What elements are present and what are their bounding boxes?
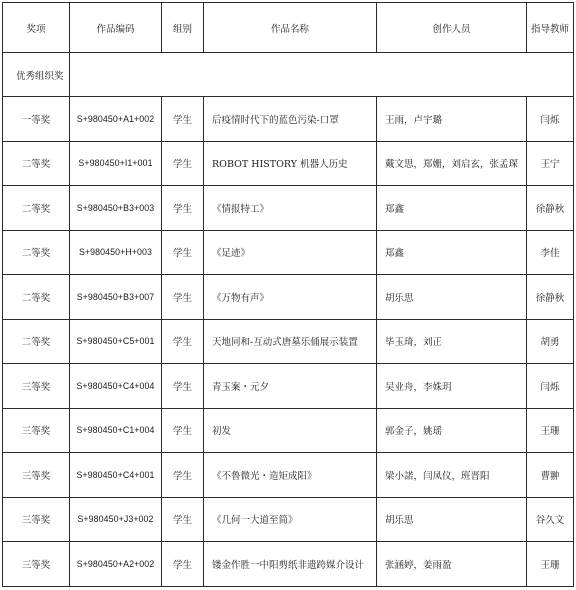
table-row <box>3 97 574 142</box>
advisor-cell: 王珊 <box>527 542 574 587</box>
title-cell: 《不鲁微光・造矩成阳》 <box>204 453 377 498</box>
creators-cell: 郑鑫 <box>377 230 527 275</box>
group-cell: 学生 <box>162 497 204 542</box>
title-cell: 《情报特工》 <box>204 186 377 231</box>
award-cell: 二等奖 <box>3 230 70 275</box>
advisor-cell: 曹翀 <box>527 453 574 498</box>
table-row <box>3 186 574 231</box>
table-row <box>3 408 574 453</box>
advisor-cell: 徐静秋 <box>527 186 574 231</box>
header-award: 奖项 <box>3 3 70 53</box>
group-cell: 学生 <box>162 275 204 320</box>
title-cell: 《万物有声》 <box>204 275 377 320</box>
table-row <box>3 453 574 498</box>
code-cell: S+980450+C4+001 <box>70 453 162 498</box>
award-cell: 二等奖 <box>3 319 70 364</box>
creators-cell: 王雨，卢宇璐 <box>377 97 527 142</box>
creators-cell: 毕玉琦，刘正 <box>377 319 527 364</box>
award-cell: 三等奖 <box>3 453 70 498</box>
group-cell: 学生 <box>162 453 204 498</box>
award-cell: 二等奖 <box>3 275 70 320</box>
table-row <box>3 497 574 542</box>
group-cell: 学生 <box>162 230 204 275</box>
section-empty-cell <box>70 53 574 97</box>
code-cell: S+980450+J3+002 <box>70 497 162 542</box>
code-cell: S+980450+B3+003 <box>70 186 162 231</box>
header-title: 作品名称 <box>204 3 377 53</box>
title-cell: 后疫情时代下的蓝色污染-口罩 <box>204 97 377 142</box>
code-cell: S+980450+H+003 <box>70 230 162 275</box>
header-code: 作品编码 <box>70 3 162 53</box>
creators-cell: 梁小諾，闫凤仪，班晋阳 <box>377 453 527 498</box>
award-cell: 一等奖 <box>3 97 70 142</box>
table-row <box>3 542 574 587</box>
advisor-cell: 胡勇 <box>527 319 574 364</box>
advisor-cell: 徐静秋 <box>527 275 574 320</box>
title-cell: 天地同和-互动式唐墓乐俑展示装置 <box>204 319 377 364</box>
advisor-cell: 闫烁 <box>527 364 574 409</box>
title-cell: 青玉案・元夕 <box>204 364 377 409</box>
award-cell: 三等奖 <box>3 542 70 587</box>
header-advisor: 指导教师 <box>527 3 574 53</box>
group-cell: 学生 <box>162 364 204 409</box>
award-cell: 二等奖 <box>3 186 70 231</box>
group-cell: 学生 <box>162 542 204 587</box>
creators-cell: 张涵婷，姜雨盈 <box>377 542 527 587</box>
code-cell: S+980450+C4+004 <box>70 364 162 409</box>
section-label: 优秀组织奖 <box>3 53 70 97</box>
header-group: 组别 <box>162 3 204 53</box>
award-cell: 二等奖 <box>3 141 70 186</box>
creators-cell: 吴业舟，李姝玥 <box>377 364 527 409</box>
award-cell: 三等奖 <box>3 408 70 453</box>
table-row <box>3 364 574 409</box>
section-row <box>3 53 574 97</box>
advisor-cell: 王珊 <box>527 408 574 453</box>
creators-cell: 戴文思，郑姗，刘启玄，张孟琛 <box>377 141 527 186</box>
code-cell: S+980450+I1+001 <box>70 141 162 186</box>
title-cell: 《足迹》 <box>204 230 377 275</box>
creators-cell: 胡乐思 <box>377 497 527 542</box>
header-row <box>3 3 574 53</box>
group-cell: 学生 <box>162 319 204 364</box>
creators-cell: 郭金子，姚瑶 <box>377 408 527 453</box>
title-cell: 初发 <box>204 408 377 453</box>
header-creators: 创作人员 <box>377 3 527 53</box>
advisor-cell: 李佳 <box>527 230 574 275</box>
title-cell: 《几何一大道至简》 <box>204 497 377 542</box>
creators-cell: 胡乐思 <box>377 275 527 320</box>
group-cell: 学生 <box>162 141 204 186</box>
creators-cell: 郑鑫 <box>377 186 527 231</box>
table-row <box>3 319 574 364</box>
code-cell: S+980450+C5+001 <box>70 319 162 364</box>
award-cell: 三等奖 <box>3 497 70 542</box>
table-row <box>3 275 574 320</box>
advisor-cell: 谷久文 <box>527 497 574 542</box>
advisor-cell: 闫烁 <box>527 97 574 142</box>
title-cell: 镂金作胜一中阳剪纸非遗跨媒介设计 <box>204 542 377 587</box>
award-cell: 三等奖 <box>3 364 70 409</box>
title-cell: ROBOT HISTORY 机器人历史 <box>204 141 377 186</box>
code-cell: S+980450+A2+002 <box>70 542 162 587</box>
group-cell: 学生 <box>162 186 204 231</box>
code-cell: S+980450+C1+004 <box>70 408 162 453</box>
table-row <box>3 230 574 275</box>
awards-table <box>2 2 574 587</box>
group-cell: 学生 <box>162 97 204 142</box>
advisor-cell: 王宁 <box>527 141 574 186</box>
code-cell: S+980450+A1+002 <box>70 97 162 142</box>
table-row <box>3 141 574 186</box>
group-cell: 学生 <box>162 408 204 453</box>
code-cell: S+980450+B3+007 <box>70 275 162 320</box>
